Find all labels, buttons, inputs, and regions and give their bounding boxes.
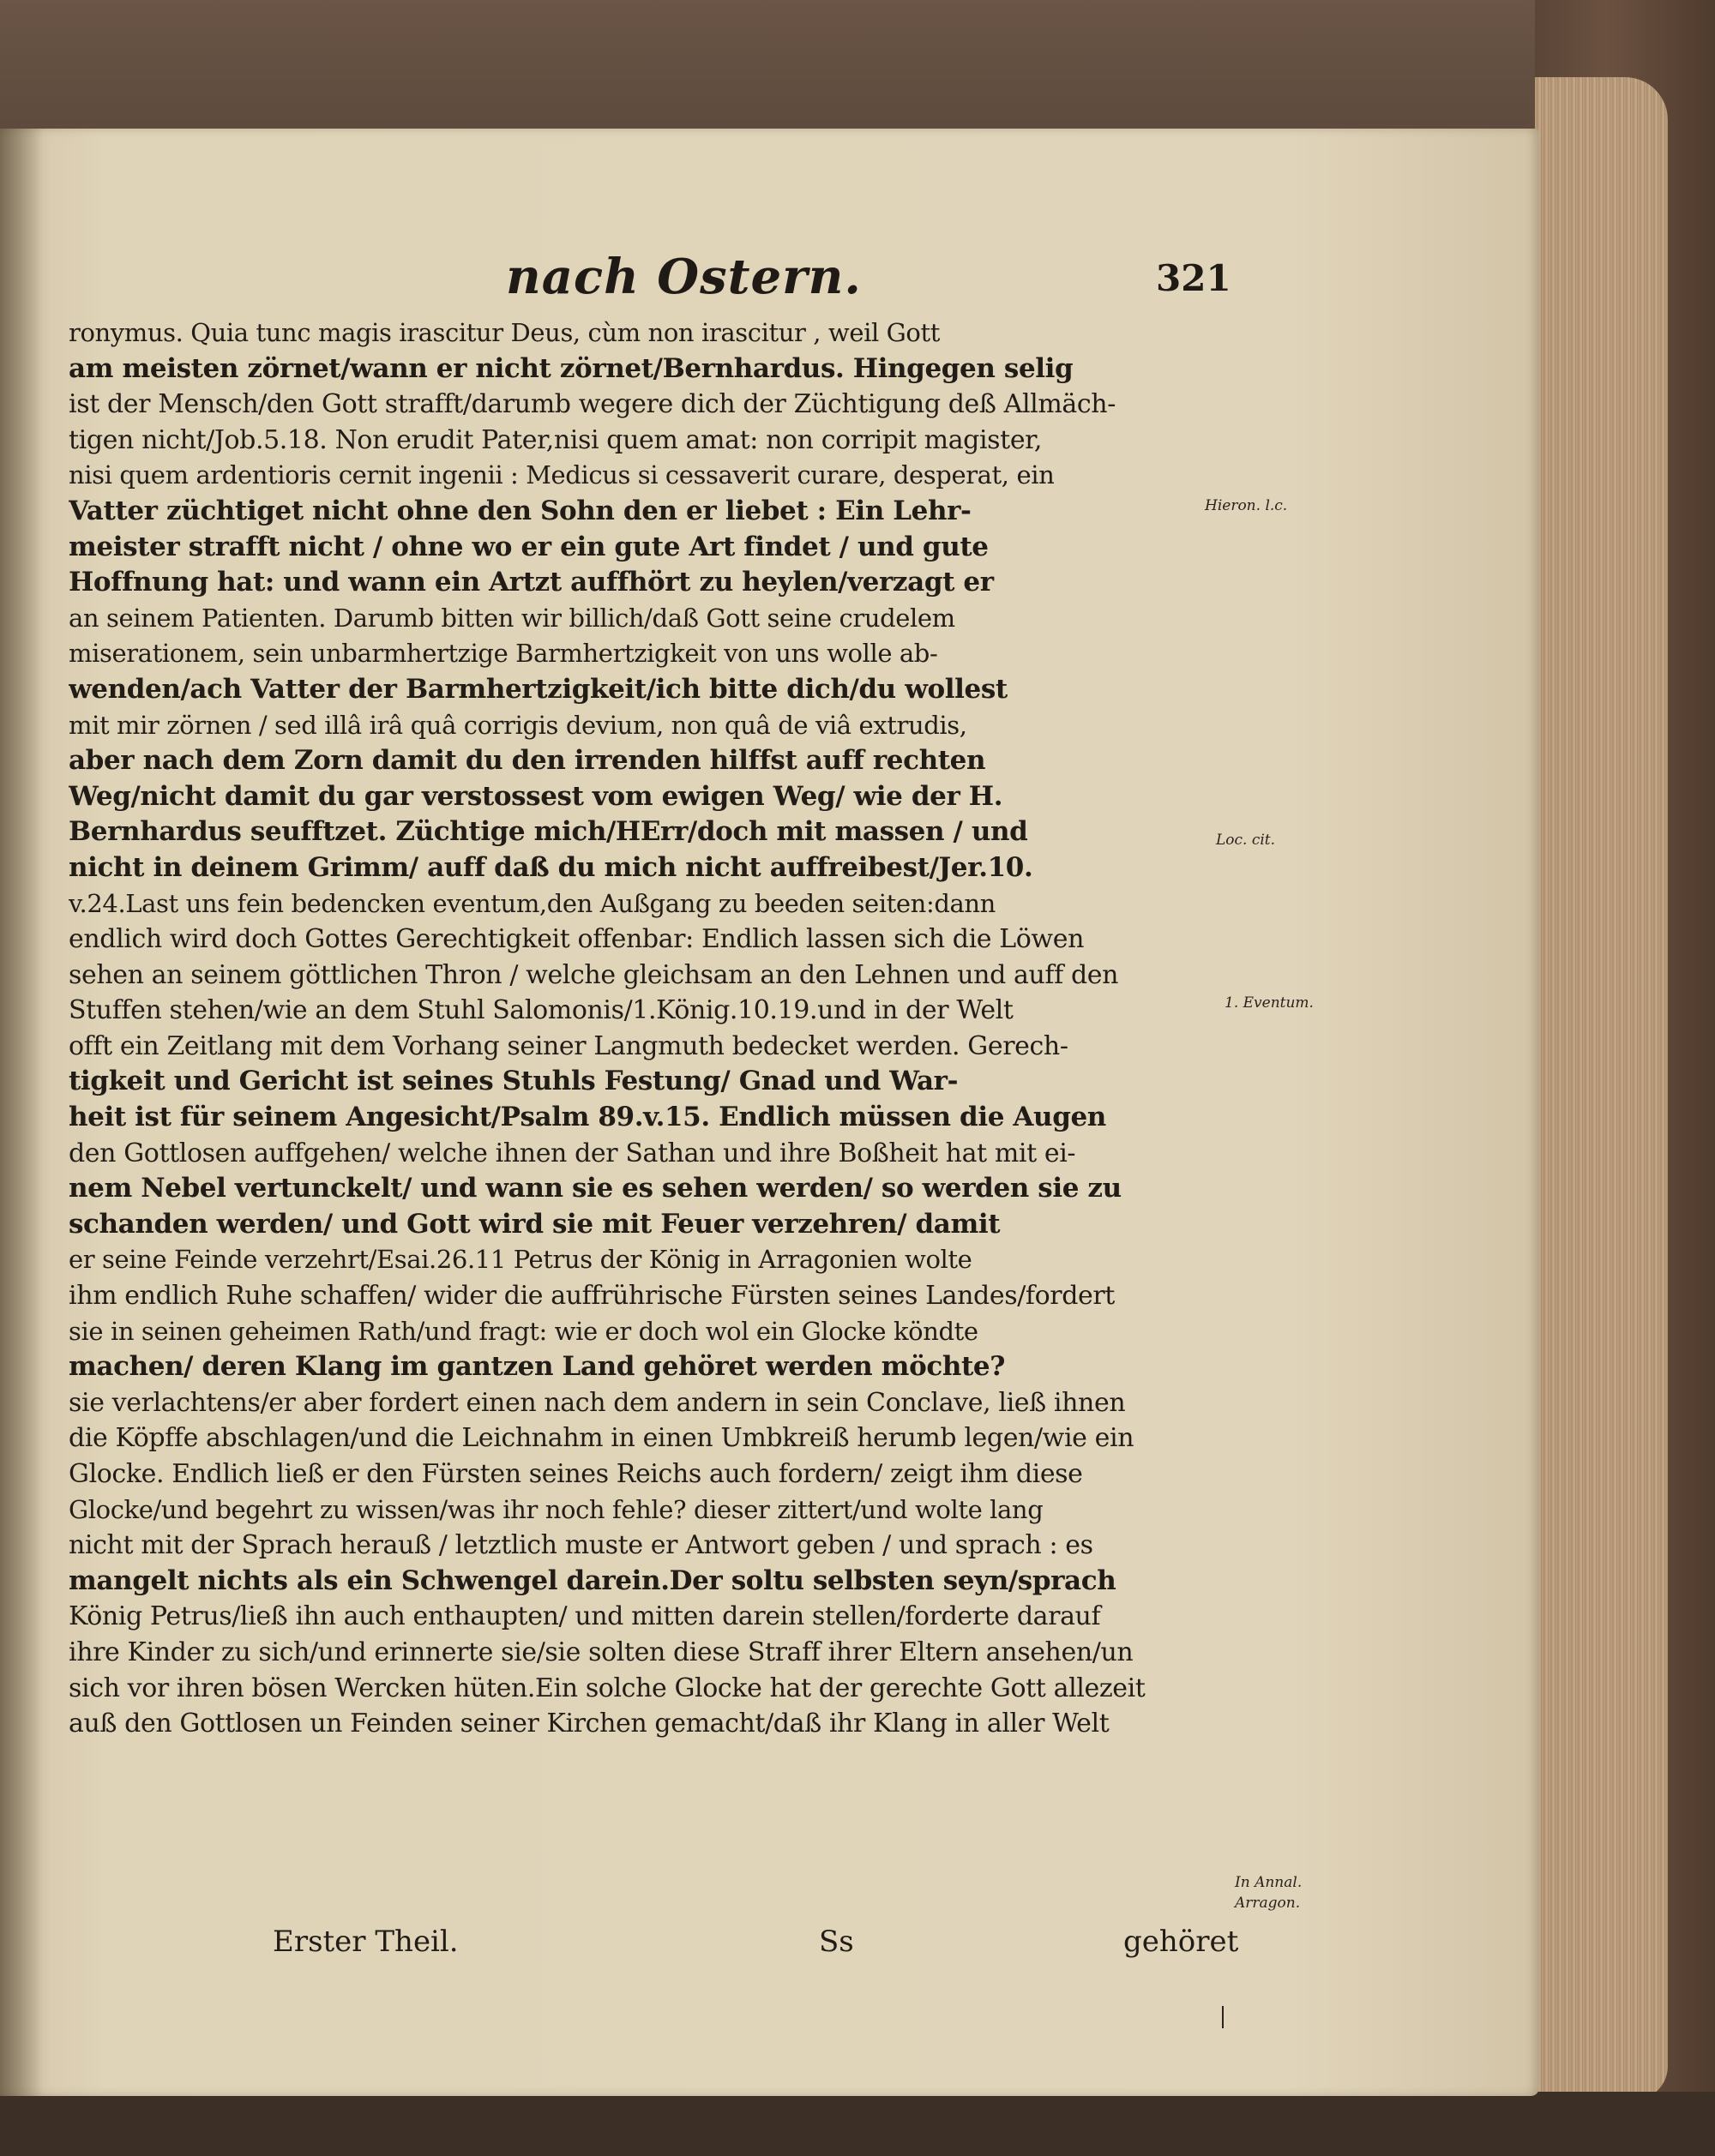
text-line: Vatter züchtiget nicht ohne den Sohn den er liebet : Ein Lehr-: [69, 495, 972, 526]
text-line: offt ein Zeitlang mit dem Vorhang seiner Langmuth bedecket werden. Gerech-: [69, 1030, 1068, 1061]
text-line: miserationem, sein unbarmhertzige Barmhertzigkeit von uns wolle ab-: [69, 639, 938, 669]
text-line: Stuffen stehen/wie an dem Stuhl Salomonis/1.König.10.19.und in der Welt: [69, 995, 1014, 1026]
book-cover-top: [0, 0, 1629, 137]
text-line: am meisten zörnet/wann er nicht zörnet/Bernhardus. Hingegen selig: [69, 352, 1074, 384]
text-line: Hoffnung hat: und wann ein Artzt auffhört zu heylen/verzagt er: [69, 567, 994, 598]
text-line: sie verlachtens/er aber fordert einen nach dem andern in sein Conclave, ließ ihnen: [69, 1387, 1126, 1418]
text-line: heit ist für seinem Angesicht/Psalm 89.v.15. Endlich müssen die Augen: [69, 1102, 1106, 1133]
text-line: ihm endlich Ruhe schaffen/ wider die auffrührische Fürsten seines Landes/fordert: [69, 1281, 1115, 1312]
text-line: sie in seinen geheimen Rath/und fragt: wie er doch wol ein Glocke köndte: [69, 1316, 978, 1346]
catchword: gehöret: [1123, 1925, 1239, 1959]
text-line: er seine Feinde verzehrt/Esai.26.11 Petrus der König in Arragonien wolte: [69, 1245, 972, 1275]
margin-note: Hieron. l.c.: [1205, 497, 1288, 514]
text-line: König Petrus/ließ ihn auch enthaupten/ und mitten darein stellen/forderte darauf: [69, 1601, 1101, 1632]
page-edges: [1535, 77, 1668, 2100]
text-line: nicht mit der Sprach herauß / letztlich muste er Antwort geben / und sprach : es: [69, 1530, 1093, 1561]
text-line: nicht in deinem Grimm/ auff daß du mich nicht auffreibest/Jer.10.: [69, 851, 1033, 883]
text-line: Glocke. Endlich ließ er den Fürsten seines Reichs auch fordern/ zeigt ihm diese: [69, 1459, 1083, 1489]
text-line: nisi quem ardentioris cernit ingenii : Medicus si cessaverit curare, desperat, ein: [69, 460, 1055, 490]
text-line: meister strafft nicht / ohne wo er ein gute Art findet / und gute: [69, 531, 989, 562]
page-header: [0, 249, 1539, 309]
running-title: nach Ostern.: [506, 249, 862, 305]
page-gutter-shadow: [0, 129, 43, 2096]
text-line: mit mir zörnen / sed illâ irâ quâ corrigis devium, non quâ de viâ extrudis,: [69, 710, 967, 740]
text-line: endlich wird doch Gottes Gerechtigkeit offenbar: Endlich lassen sich die Löwen: [69, 924, 1084, 955]
text-line: auß den Gottlosen un Feinden seiner Kirchen gemacht/daß ihr Klang in aller Welt: [69, 1709, 1110, 1739]
book-cover-bottom: [0, 2092, 1715, 2156]
ink-mark: [1222, 2006, 1224, 2028]
text-line: den Gottlosen auffgehen/ welche ihnen der Sathan und ihre Boßheit hat mit ei-: [69, 1138, 1076, 1168]
text-line: ihre Kinder zu sich/und erinnerte sie/sie solten diese Straff ihrer Eltern ansehen/un: [69, 1637, 1134, 1667]
margin-note: Loc. cit.: [1216, 832, 1276, 849]
text-line: tigkeit und Gericht ist seines Stuhls Festung/ Gnad und War-: [69, 1066, 959, 1097]
text-line: schanden werden/ und Gott wird sie mit Feuer verzehren/ damit: [69, 1208, 1001, 1240]
text-line: Glocke/und begehrt zu wissen/was ihr noch fehle? dieser zittert/und wolte lang: [69, 1494, 1044, 1524]
text-line: aber nach dem Zorn damit du den irrenden hilffst auff rechten: [69, 745, 986, 777]
text-line: sehen an seinem göttlichen Thron / welche gleichsam an den Lehnen und auff den: [69, 959, 1119, 990]
text-line: sich vor ihren bösen Wercken hüten.Ein solche Glocke hat der gerechte Gott allezeit: [69, 1673, 1146, 1703]
text-line: wenden/ach Vatter der Barmhertzigkeit/ich bitte dich/du wollest: [69, 673, 1008, 705]
text-line: tigen nicht/Job.5.18. Non erudit Pater,nisi quem amat: non corripit magister,: [69, 424, 1042, 455]
signature-mark: Ss: [819, 1925, 854, 1959]
margin-note: Arragon.: [1235, 1895, 1301, 1912]
text-line: an seinem Patienten. Darumb bitten wir billich/daß Gott seine crudelem: [69, 603, 955, 633]
text-line: die Köpffe abschlagen/und die Leichnahm in einen Umbkreiß herumb legen/wie ein: [69, 1423, 1134, 1454]
text-line: mangelt nichts als ein Schwengel darein.Der soltu selbsten seyn/sprach: [69, 1564, 1116, 1596]
text-line: Bernhardus seufftzet. Züchtige mich/HErr/doch mit massen / und: [69, 816, 1028, 848]
margin-note: In Annal.: [1235, 1874, 1303, 1891]
margin-note: 1. Eventum.: [1225, 994, 1314, 1012]
text-line: Weg/nicht damit du gar verstossest vom ewigen Weg/ wie der H.: [69, 780, 1003, 812]
page-number: 321: [1156, 257, 1231, 299]
text-line: machen/ deren Klang im gantzen Land gehöret werden möchte?: [69, 1351, 1005, 1383]
text-line: ronymus. Quia tunc magis irascitur Deus, cùm non irascitur , weil Gott: [69, 318, 940, 347]
text-line: nem Nebel vertunckelt/ und wann sie es sehen werden/ so werden sie zu: [69, 1173, 1122, 1204]
signature-title: Erster Theil.: [273, 1925, 459, 1959]
text-line: ist der Mensch/den Gott strafft/darumb wegere dich der Züchtigung deß Allmäch-: [69, 389, 1116, 420]
text-line: v.24.Last uns fein bedencken eventum,den Außgang zu beeden seiten:dann: [69, 888, 996, 918]
body-text: [69, 315, 1222, 1742]
page-footer: [0, 1925, 1539, 1967]
